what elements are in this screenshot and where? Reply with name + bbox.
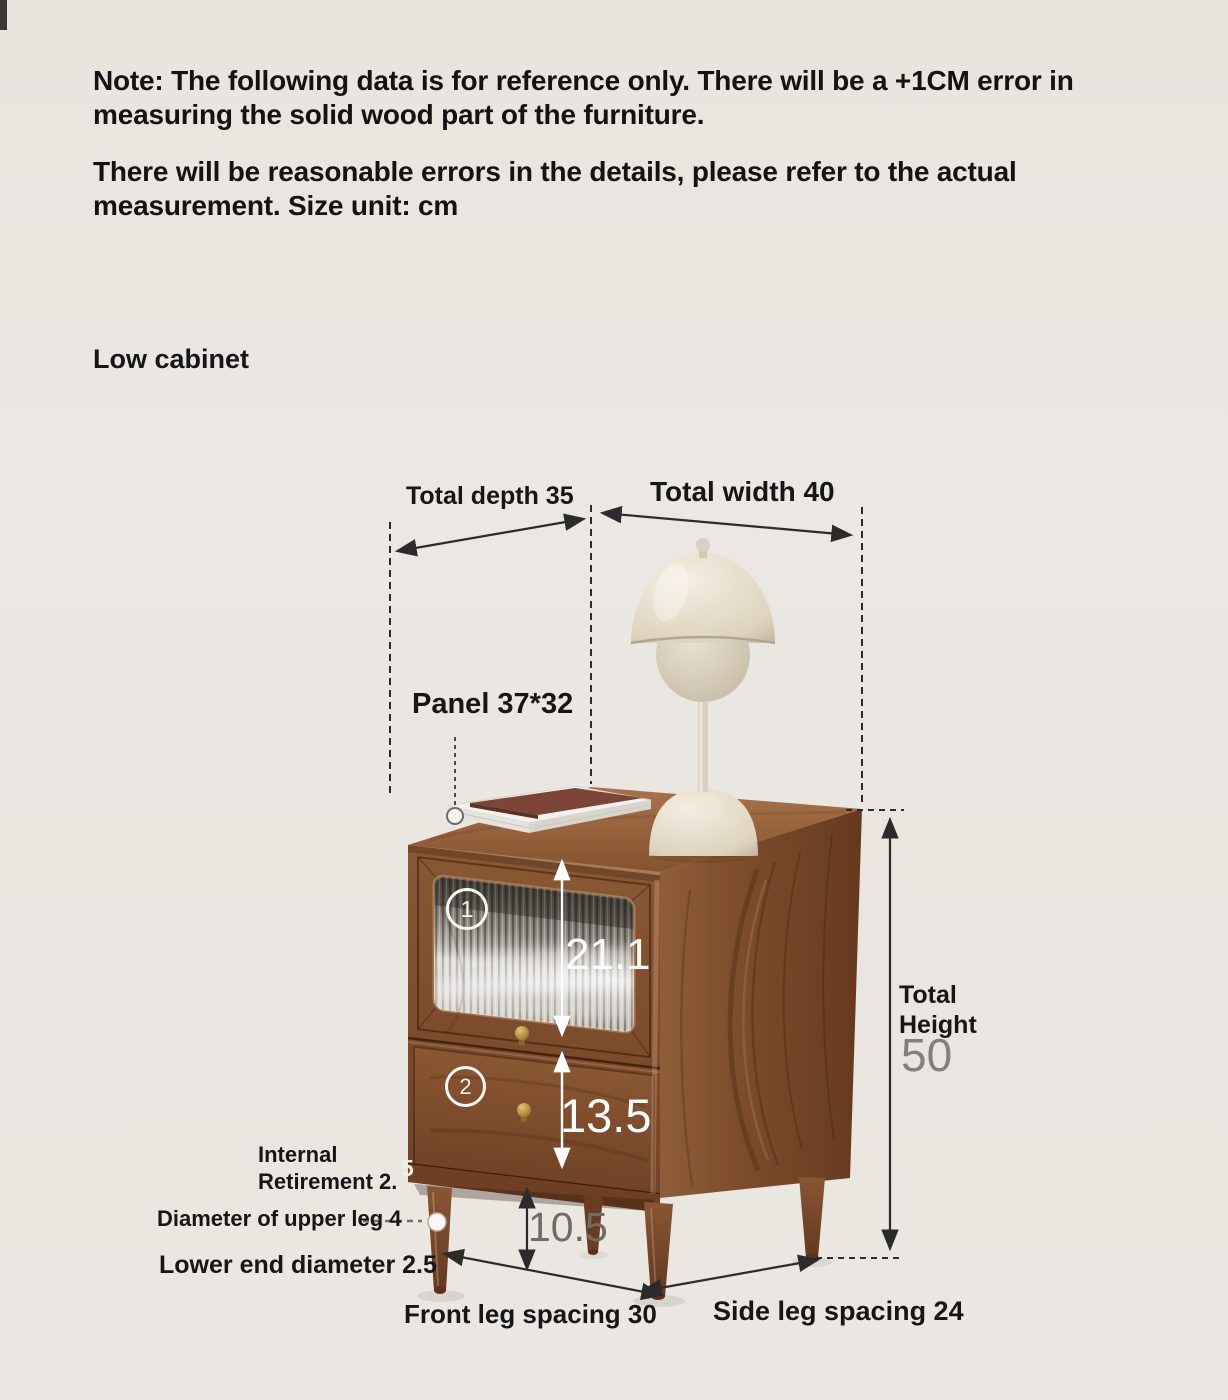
lamp-finial [696,538,710,552]
value-drawer-height: 13.5 [560,1089,652,1142]
label-total-height-line2: Height [899,1011,977,1039]
value-leg-height: 10.5 [528,1204,608,1250]
lamp-shade [631,553,775,643]
note-paragraph-2: There will be reasonable errors in the details, please refer to the actual measurement. Size unit: cm [93,156,1017,221]
label-front-leg-spacing: Front leg spacing 30 [404,1299,657,1329]
total-width-arrow [603,513,850,535]
label-panel: Panel 37*32 [412,688,574,720]
total-depth-arrow [398,519,583,551]
cabinet-leg-front-right [644,1202,673,1300]
front-leg-spacing-arrow [445,1254,660,1295]
upper-leg-marker-ring [428,1213,446,1231]
product-title: Low cabinet [93,344,250,374]
panel-marker-ring [447,808,463,824]
label-internal-retirement [258,1141,397,1195]
label-total-height-line1: Total [899,981,957,1009]
label-internal-retirement-line1: Internal [258,1142,338,1167]
note-paragraph-1: Note: The following data is for reference only. There will be a +1CM error in measuring the solid wood part of the furniture. [93,65,1074,130]
side-leg-spacing-arrow [643,1260,817,1291]
value-glass-door-height: 21.1 [565,930,651,979]
label-upper-leg-diameter: Diameter of upper leg 4 [157,1206,402,1231]
badge-glass-door: 1 [446,888,488,930]
cabinet [408,787,862,1212]
label-total-width: Total width 40 [650,476,835,507]
internal-retirement-overlay: 5 [401,1155,414,1181]
label-lower-end-diameter: Lower end diameter 2.5 [159,1251,437,1279]
cabinet-leg-back-right [799,1177,825,1261]
badge-drawer: 2 [445,1066,486,1107]
label-total-depth: Total depth 35 [406,482,574,510]
label-side-leg-spacing: Side leg spacing 24 [713,1296,964,1326]
cabinet-front [408,845,660,1212]
photo-corner-mark [0,0,7,30]
value-total-height: 50 [901,1029,953,1081]
label-internal-retirement-line2: Retirement 2. [258,1169,398,1194]
